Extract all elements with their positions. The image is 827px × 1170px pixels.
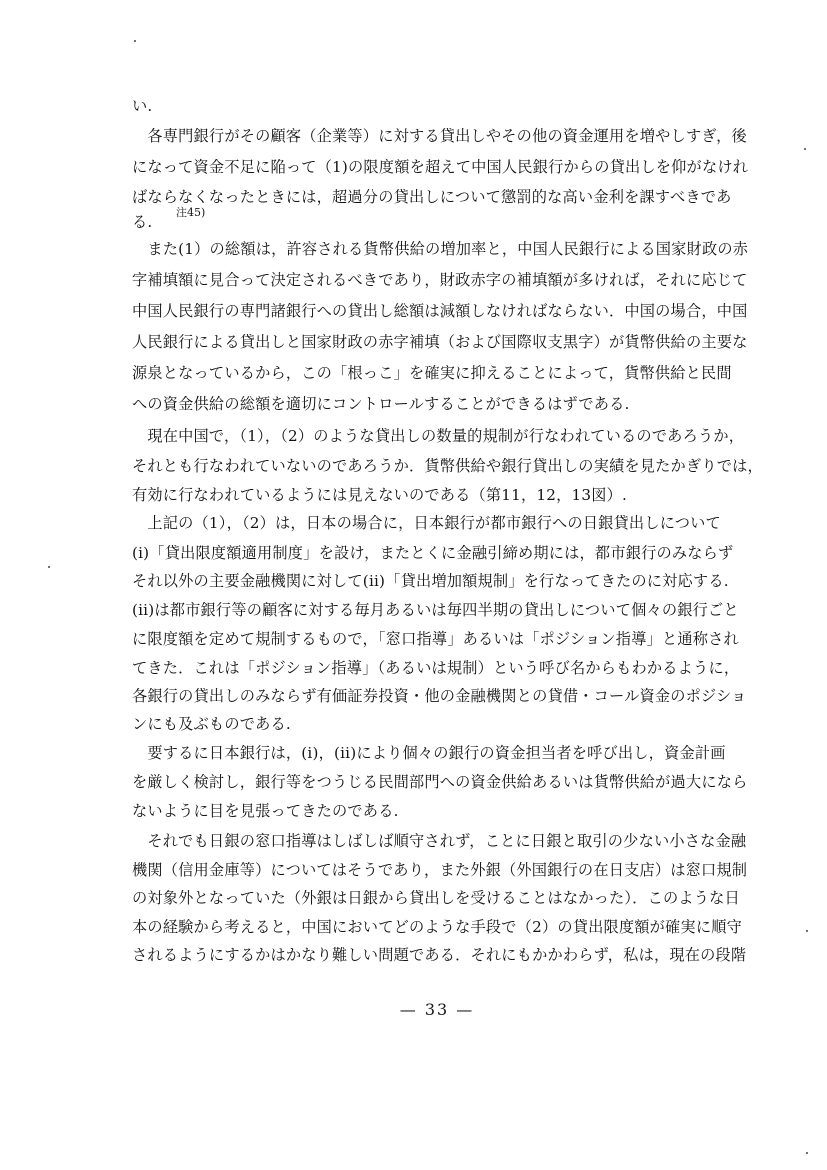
text-line: (ii)は都市銀行等の顧客に対する毎月あるいは毎四半期の貸出しについて個々の銀行ごと — [132, 601, 739, 619]
text-line: 機関（信用金庫等）についてはそうであり，また外銀（外国銀行の在日支店）は窓口規制 — [132, 861, 748, 879]
text-line: に限度額を定めて規制するもので，「窓口指導」あるいは「ポジション指導」と通称され — [132, 630, 739, 648]
footnote-mark: 注45) — [176, 206, 206, 219]
page-number: — 33 — — [399, 1000, 475, 1019]
text-line: それでも日銀の窓口指導はしばしば順守されず，ことに日銀と取引の少ない小さな金融 — [132, 832, 747, 850]
text-line: それ以外の主要金融機関に対して(ii)「貸出増加額規制」を行なってきたのに対応する. — [132, 572, 729, 590]
text-line: の対象外となっていた（外銀は日銀から貸出しを受けることはなかった）．このような日 — [132, 889, 740, 907]
scan-speck — [806, 1152, 808, 1154]
text-line: また(1）の総額は，許容される貨幣供給の増加率と，中国人民銀行による国家財政の赤 — [132, 240, 749, 258]
text-line: 源泉となっているから，この「根っこ」を確実に抑えることによって，貨幣供給と民間 — [132, 364, 732, 382]
text-line: を厳しく検討し，銀行等をつうじる民間部門への資金供給あるいは貨幣供給が過大になら — [132, 773, 748, 791]
text-line: になって資金不足に陥って（1)の限度額を超えて中国人民銀行からの貸出しを仰がなけれ — [132, 158, 749, 176]
text-line: 字補填額に見合って決定されるべきであり，財政赤字の補填額が多ければ，それに応じて — [132, 271, 748, 289]
text-line: それとも行なわれていないのであろうか．貨幣供給や銀行貸出しの実績を見たかぎりでは， — [132, 457, 763, 475]
text-line: る. — [132, 213, 153, 231]
text-line: ないように目を見張ってきたのである. — [132, 802, 399, 820]
text-line: てきた．これは「ポジション指導」（あるいは規制）という呼び名からもわかるように， — [132, 659, 740, 677]
text-line: 要するに日本銀行は，(i)，(ii)により個々の銀行の資金担当者を呼び出し，資金計画 — [132, 744, 726, 762]
text-line: 各銀行の貸出しのみならず有価証券投資・他の金融機関との貸借・コール資金のポジショ — [132, 687, 747, 705]
text-line: ンにも及ぶものである. — [132, 715, 291, 733]
text-line: 本の経験から考えると，中国においてどのような手段で（2）の貸出限度額が確実に順守 — [132, 918, 742, 936]
text-line: 中国人民銀行の専門諸銀行への貸出し総額は減額しなければならない．中国の場合，中国 — [132, 302, 748, 320]
text-line: ばならなくなったときには，超過分の貸出しについて懲罰的な高い金利を課すべきであ — [132, 188, 732, 206]
text-line: (i)「貸出限度額適用制度」を設け，またとくに金融引締め期には，都市銀行のみならず — [132, 544, 734, 562]
text-line: 上記の（1），（2）は，日本の場合に，日本銀行が都市銀行への日銀貸出しについて — [132, 514, 721, 532]
scan-speck — [48, 566, 50, 568]
scan-speck — [134, 40, 136, 42]
text-line: への資金供給の総額を適切にコントロールすることができるはずである. — [132, 395, 630, 413]
scan-speck — [806, 930, 808, 932]
text-line: されるようにするかはかなり難しい問題である．それにもかかわらず，私は，現在の段階 — [132, 946, 747, 964]
text-line: 現在中国で，（1），（2）のような貸出しの数量的規制が行なわれているのであろうか， — [132, 427, 745, 445]
scan-speck — [804, 148, 806, 150]
text-line: い. — [132, 97, 153, 115]
text-line: 人民銀行による貸出しと国家財政の赤字補填（および国際収支黒字）が貨幣供給の主要な — [132, 333, 748, 351]
text-line: 有効に行なわれているようには見えないのである（第11，12，13図）. — [132, 486, 628, 504]
text-line: 各専門銀行がその顧客（企業等）に対する貸出しやその他の資金運用を増やしすぎ，後 — [132, 127, 747, 145]
